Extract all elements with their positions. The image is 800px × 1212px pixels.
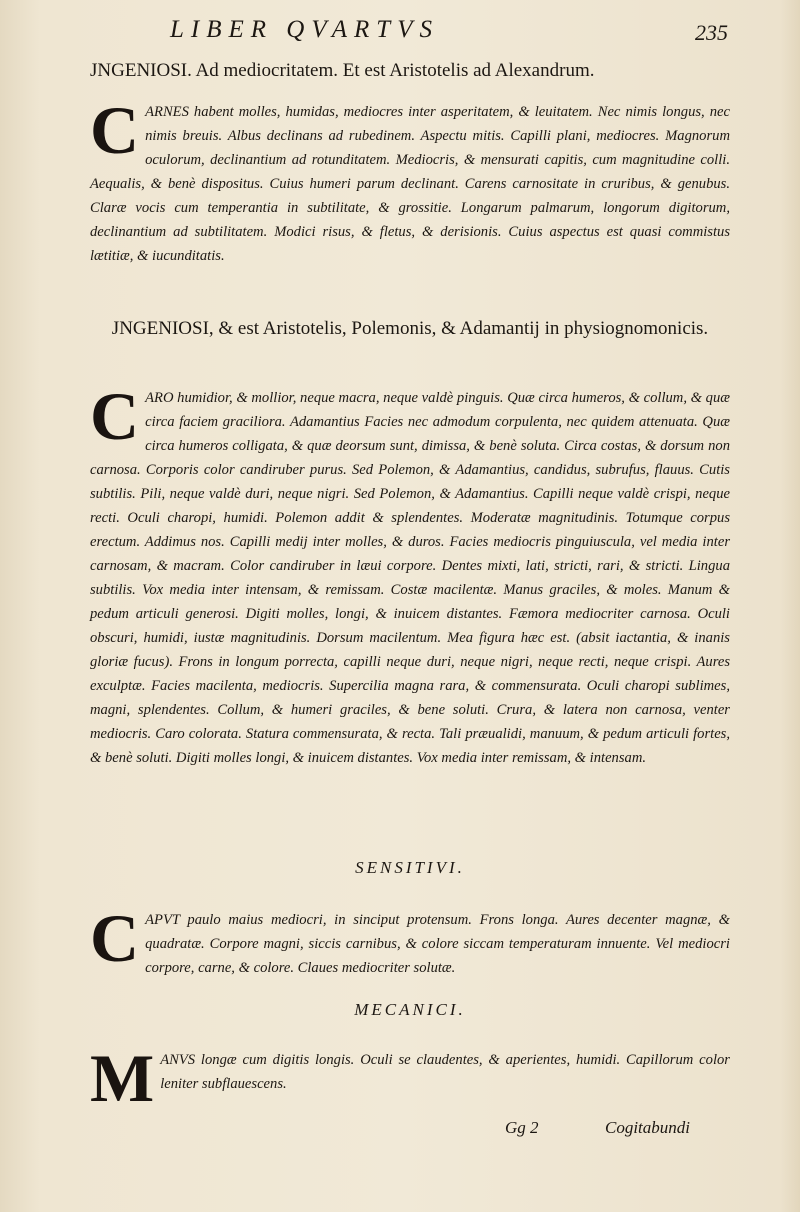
section-heading-ingeniosi-1: JNGENIOSI. Ad mediocritatem. Et est Aristotelis ad Alexandrum. xyxy=(90,60,595,81)
paragraph xyxy=(90,900,730,980)
page-number: 235 xyxy=(695,20,728,45)
paragraph-text: APVT paulo maius mediocri, in sinciput protensum. Frons longa. Aures decenter magnæ, & quadratæ. Corpore magni, siccis carnibus, & colore siccam temperaturam innuente. Vel mediocri corpore, carne, & colore. Claues mediocriter solutæ. xyxy=(145,912,730,976)
section-ingeniosi-1 xyxy=(90,92,730,268)
section-title-mecanici: MECANICI. xyxy=(354,1000,466,1019)
section-heading-ingeniosi-2: JNGENIOSI, & est Aristotelis, Polemonis, & Adamantij in physiognomonicis. xyxy=(111,318,709,339)
catchword: Cogitabundi xyxy=(605,1118,691,1137)
drop-cap: C xyxy=(90,378,140,454)
section-sensitivi xyxy=(90,900,730,980)
running-head xyxy=(0,10,800,52)
section-ingeniosi-2 xyxy=(90,378,730,770)
signature-mark: Gg 2 xyxy=(505,1118,539,1137)
paragraph-text: ANVS longæ cum digitis longis. Oculi se claudentes, & aperientes, humidi. Capillorum color leniter subflauescens. xyxy=(160,1052,730,1092)
paragraph-text: ARNES habent molles, humidas, mediocres inter asperitatem, & leuitatem. Nec nimis longus, nec nimis breuis. Albus declinans ad rubedinem. Aspectu mitis. Capilli plani, mediocres. Magnorum oculorum, declinantium ad rotunditatem. Mediocris, & mensurati capitis, cum magnitudine colli. Aequalis, & benè dispositus. Cuius humeri parum declinant. Carens carnositate in cruribus, & genubus. Claræ vocis cum temperantia in subtilitate, & grossitie. Longarum palmarum, longorum digitorum, declinantium ad subtilitatem. Modici risus, & fletus, & derisionis. Cuius aspectus est quasi commistus lætitiæ, & iucunditatis. xyxy=(90,104,730,264)
drop-cap: M xyxy=(90,1040,155,1116)
paragraph xyxy=(90,92,730,268)
paragraph xyxy=(90,378,730,770)
running-title: LIBER QVARTVS xyxy=(170,16,439,43)
paragraph xyxy=(90,1040,730,1116)
drop-cap: C xyxy=(90,92,140,168)
drop-cap: C xyxy=(90,900,140,976)
section-title-sensitivi: SENSITIVI. xyxy=(355,858,465,877)
paragraph-text: ARO humidior, & mollior, neque macra, neque valdè pinguis. Quæ circa humeros, & collum, & quæ circa faciem graciliora. Adamantius Facies nec admodum corpulenta, nec quidem attenuata. Quæ circa humeros colligata, & quæ deorsum sunt, dimissa, & benè soluta. Circa costas, & dorsum non carnosa. Corporis color candiruber purus. Sed Polemon, & Adamantius, candidus, subrufus, flauus. Cutis subtilis. Pili, neque valdè duri, neque nigri. Sed Polemon, & Adamantius. Capilli neque valdè crispi, neque recti. Oculi charopi, humidi. Polemon addit & splendentes. Moderatæ magnitudinis. Totumque corpus erectum. Addimus nos. Capilli medij inter molles, & duros. Facies mediocris pinguiuscula, vel media inter carnosam, & macram. Color candiruber in læui corpore. Dentes mixti, lati, stricti, rari, & stricti. Lingua subtilis. Vox media inter intensam, & remissam. Costæ macilentæ. Manus graciles, & moles. Manum & pedum articuli generosi. Digiti molles, longi, & inuicem distantes. Fæmora mediocriter carnosa. Oculi obscuri, humidi, iustæ magnitudinis. Dorsum macilentum. Mea figura hæc est. (absit iactantia, & inanis gloriæ fucus). Frons in longum porrecta, capilli neque duri, neque nigri, neque recti, neque crispi. Aures exculptæ. Facies macilenta, mediocris. Supercilia magna rara, & commensurata. Oculi charopi sublimes, magni, splendentes. Collum, & humeri graciles, & bene soluti. Crura, & latera non carnosa, venter mediocris. Caro colorata. Statura commensurata, & recta. Tali præualidi, manuum, & pedum articuli fortes, & benè soluti. Digiti molles longi, & inuicem distantes. Vox media inter remissam, & intensam. xyxy=(90,390,730,766)
section-mecanici xyxy=(90,1040,730,1116)
